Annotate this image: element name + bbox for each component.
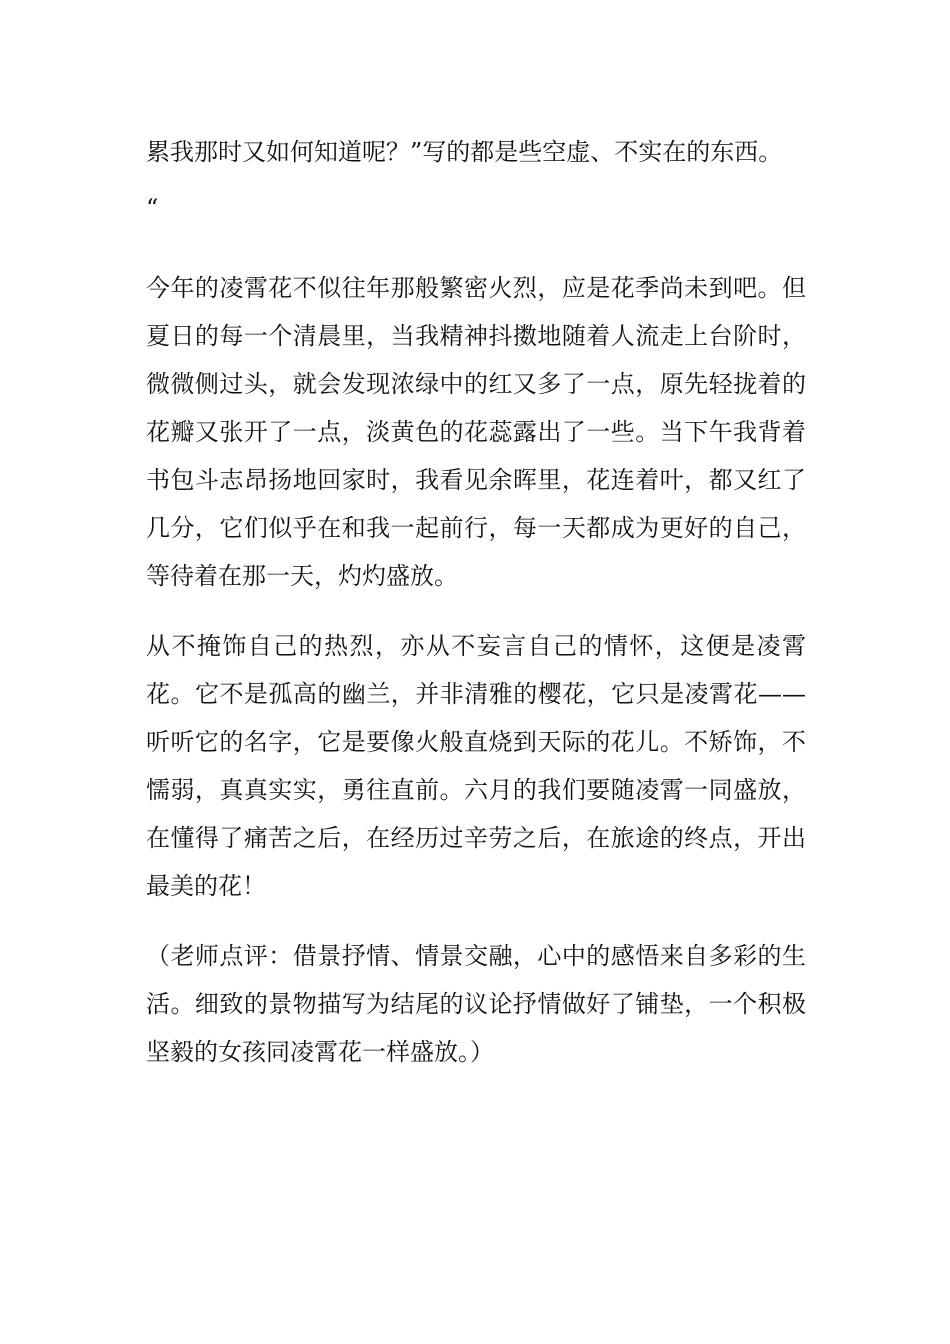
article-body xyxy=(146,128,806,1098)
paragraph-2: 今年的凌霄花不似往年那般繁密火烈，应是花季尚未到吧。但夏日的每一个清晨里，当我精神抖擞地随着人流走上台阶时，微微侧过头，就会发现浓绿中的红又多了一点，原先轻拢着的花瓣又张开了一点，淡黄色的花蕊露出了一些。当下午我背着书包斗志昂扬地回家时，我看见余晖里，花连着叶，都又红了几分，它们似乎在和我一起前行，每一天都成为更好的自己，等待着在那一天，灼灼盛放。 xyxy=(146,274,806,590)
teacher-comment: （老师点评：借景抒情、情景交融，心中的感悟来自多彩的生活。细致的景物描写为结尾的议论抒情做好了铺垫，一个积极坚毅的女孩同凌霄花一样盛放。） xyxy=(146,942,806,1066)
opening-quote-mark: “ xyxy=(146,194,159,222)
paragraph-1: 累我那时又如何知道呢？”写的都是些空虚、不实在的东西。 xyxy=(146,138,783,166)
paragraph-3: 从不掩饰自己的热烈，亦从不妄言自己的情怀，这便是凌霄花。它不是孤高的幽兰，并非清雅的樱花，它只是凌霄花——听听它的名字，它是要像火般直烧到天际的花儿。不矫饰，不懦弱，真真实实，勇往直前。六月的我们要随凌霄一同盛放，在懂得了痛苦之后，在经历过辛劳之后，在旅途的终点，开出最美的花！ xyxy=(146,632,806,900)
